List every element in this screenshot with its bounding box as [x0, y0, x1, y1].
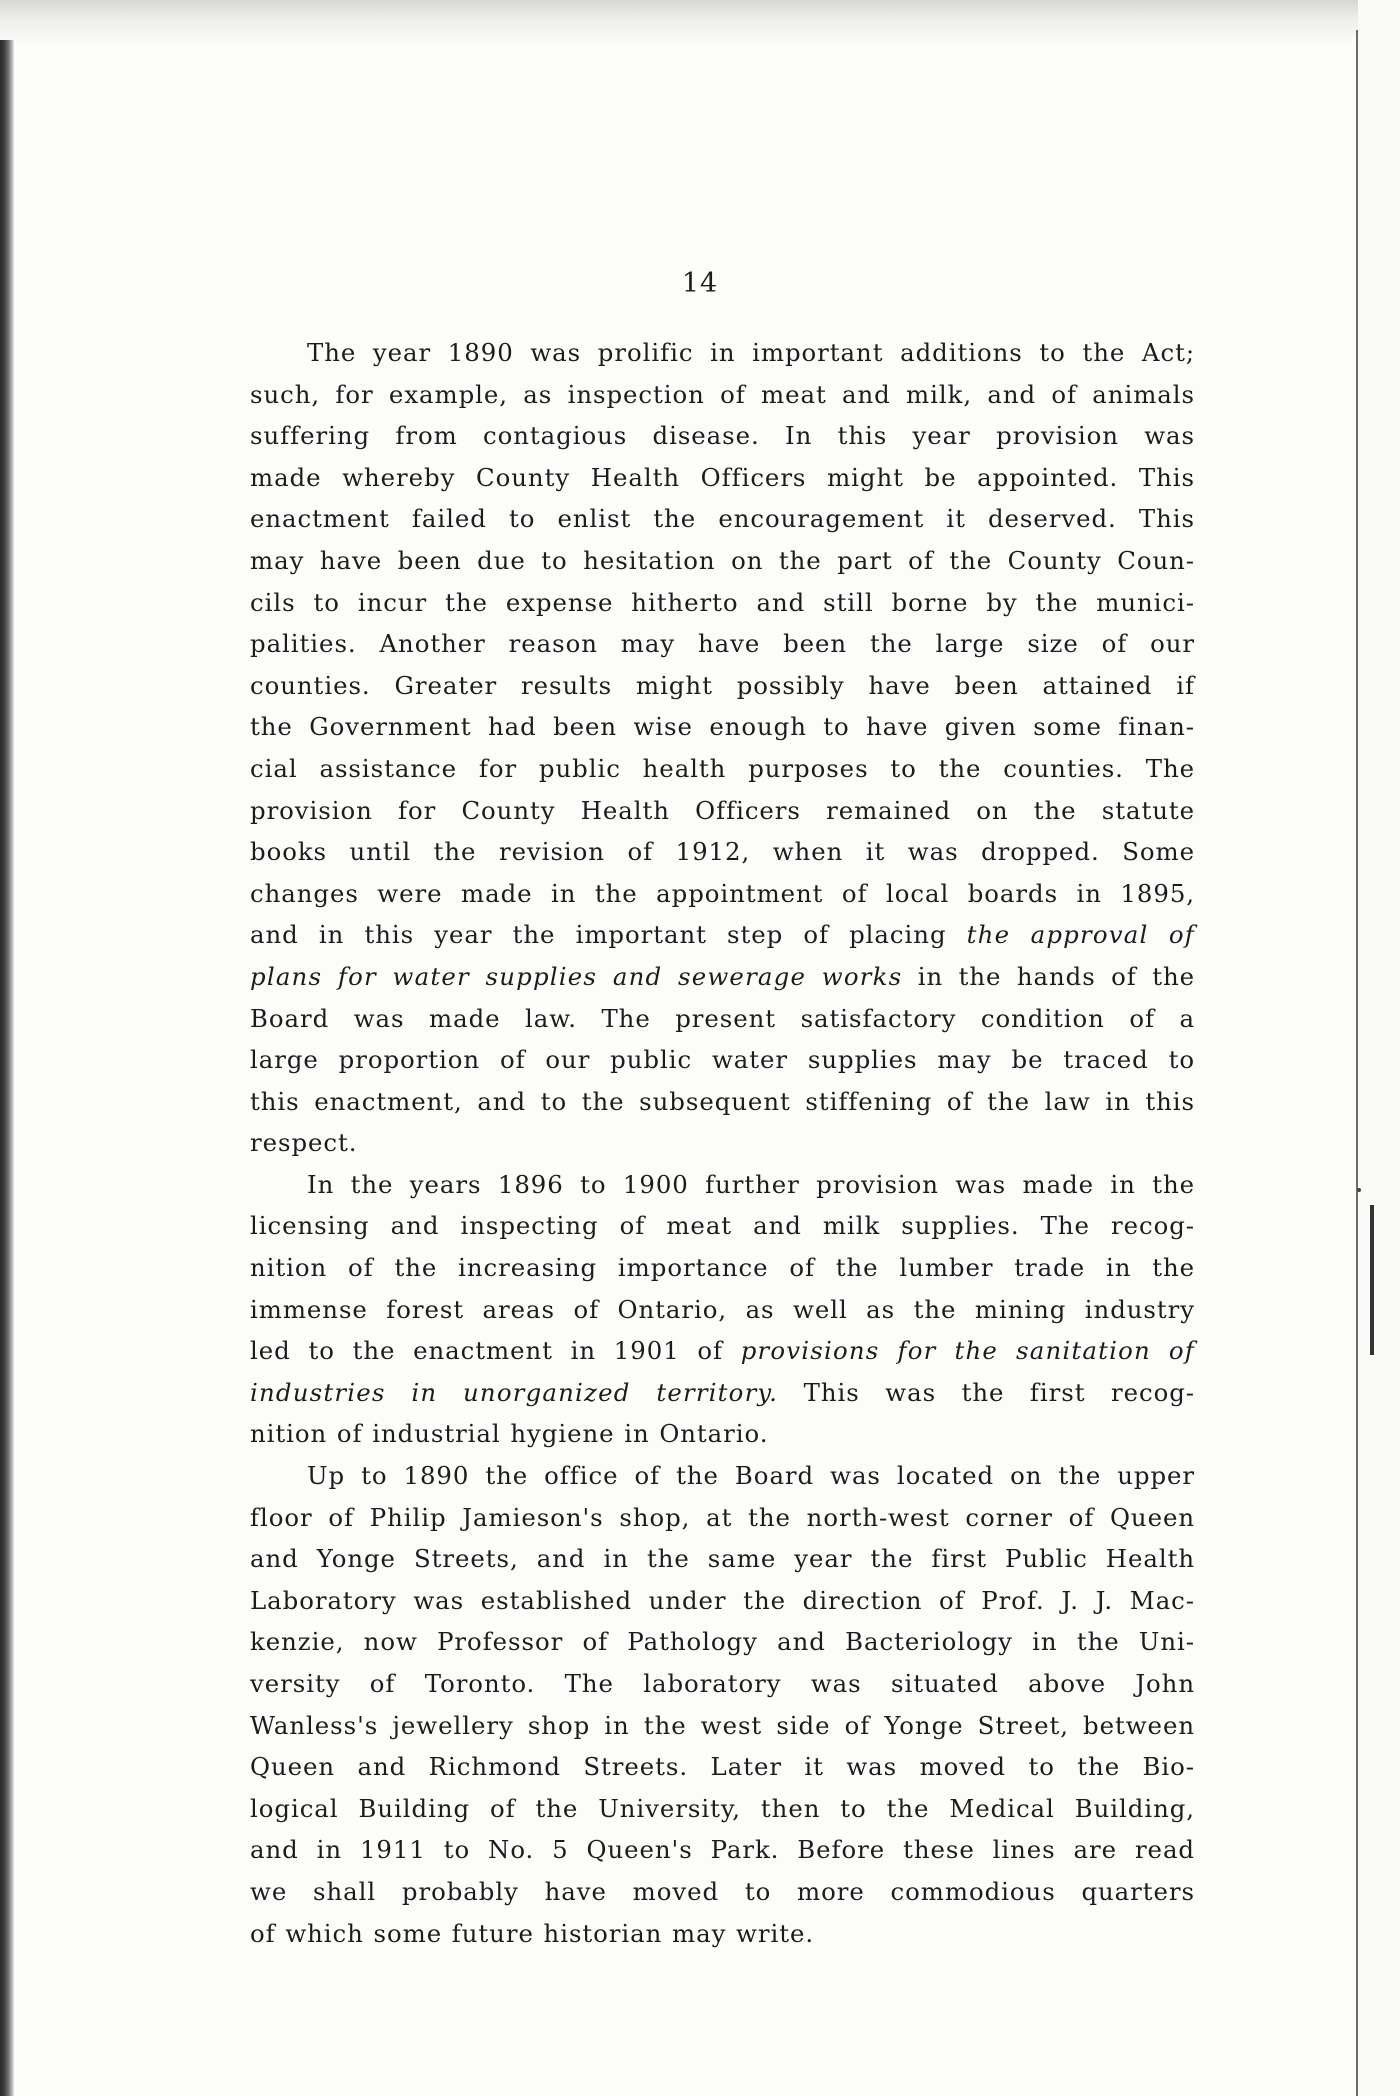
text-line: Up to 1890 the office of the Board was located on the upper: [307, 1461, 1195, 1491]
text-line: and in this year the important step of placing the approval of: [250, 920, 1195, 950]
text-line: kenzie, now Professor of Pathology and Bacteriology in the Uni-: [250, 1627, 1195, 1657]
text-line: cial assistance for public health purposes to the counties. The: [250, 753, 1195, 783]
text-line: immense forest areas of Ontario, as well as the mining industry: [250, 1294, 1195, 1324]
text-line: counties. Greater results might possibly have been attained if: [250, 670, 1195, 700]
text-line: industries in unorganized territory. This was the first recog-: [250, 1377, 1195, 1407]
text-line: palities. Another reason may have been the large size of our: [250, 629, 1195, 659]
text-line: of which some future historian may write.: [250, 1918, 815, 1948]
text-line: and in 1911 to No. 5 Queen's Park. Before these lines are read: [250, 1835, 1195, 1865]
text-line: Queen and Richmond Streets. Later it was moved to the Bio-: [250, 1752, 1195, 1782]
text-line: licensing and inspecting of meat and milk supplies. The recog-: [250, 1211, 1195, 1241]
body-text: [250, 332, 1195, 1954]
text-line: led to the enactment in 1901 of provisions for the sanitation of: [250, 1336, 1195, 1366]
text-line: Board was made law. The present satisfactory condition of a: [250, 1003, 1195, 1033]
page-number: 14: [681, 268, 719, 299]
text-line: made whereby County Health Officers might be appointed. This: [250, 462, 1195, 492]
text-line: cils to incur the expense hitherto and still borne by the munici-: [250, 587, 1195, 617]
text-line: In the years 1896 to 1900 further provision was made in the: [307, 1169, 1195, 1199]
text-line: may have been due to hesitation on the part of the County Coun-: [250, 545, 1195, 575]
text-line: versity of Toronto. The laboratory was situated above John: [250, 1669, 1195, 1698]
text-line: The year 1890 was prolific in important additions to the Act;: [307, 338, 1195, 367]
italic-phrase: plans for water supplies and sewerage works: [250, 961, 903, 991]
text-line: provision for County Health Officers remained on the statute: [250, 795, 1195, 825]
italic-phrase: provisions for the sanitation of: [740, 1336, 1195, 1366]
text-line: we shall probably have moved to more commodious quarters: [250, 1876, 1195, 1906]
left-binding-edge: [0, 40, 14, 2096]
text-line: changes were made in the appointment of local boards in 1895,: [250, 878, 1195, 908]
text-line: plans for water supplies and sewerage works in the hands of the: [250, 961, 1195, 991]
text-line: the Government had been wise enough to have given some finan-: [250, 712, 1195, 742]
text-line: nition of industrial hygiene in Ontario.: [250, 1419, 769, 1449]
text-line: respect.: [250, 1128, 358, 1158]
scan-speck: [1357, 1188, 1361, 1192]
text-line: nition of the increasing importance of the lumber trade in the: [250, 1253, 1195, 1283]
text-line: this enactment, and to the subsequent stiffening of the law in this: [250, 1086, 1195, 1116]
text-line: and Yonge Streets, and in the same year the first Public Health: [250, 1544, 1195, 1574]
text-line: floor of Philip Jamieson's shop, at the north-west corner of Queen: [250, 1502, 1195, 1532]
text-line: Wanless's jewellery shop in the west side of Yonge Street, between: [250, 1710, 1195, 1740]
text-line: such, for example, as inspection of meat and milk, and of animals: [250, 379, 1195, 409]
right-margin: [1358, 0, 1400, 2096]
right-edge-mark: [1370, 1205, 1374, 1355]
top-shadow: [0, 0, 1400, 44]
text-line: suffering from contagious disease. In this year provision was: [250, 421, 1195, 451]
text-line: large proportion of our public water supplies may be traced to: [250, 1045, 1195, 1075]
italic-phrase: the approval of: [966, 920, 1195, 950]
italic-phrase: industries in unorganized territory.: [250, 1377, 779, 1407]
text-line: logical Building of the University, then to the Medical Building,: [250, 1793, 1195, 1823]
text-line: books until the revision of 1912, when it was dropped. Some: [250, 837, 1195, 867]
text-line: Laboratory was established under the direction of Prof. J. J. Mac-: [250, 1585, 1195, 1615]
text-line: enactment failed to enlist the encouragement it deserved. This: [250, 504, 1195, 534]
